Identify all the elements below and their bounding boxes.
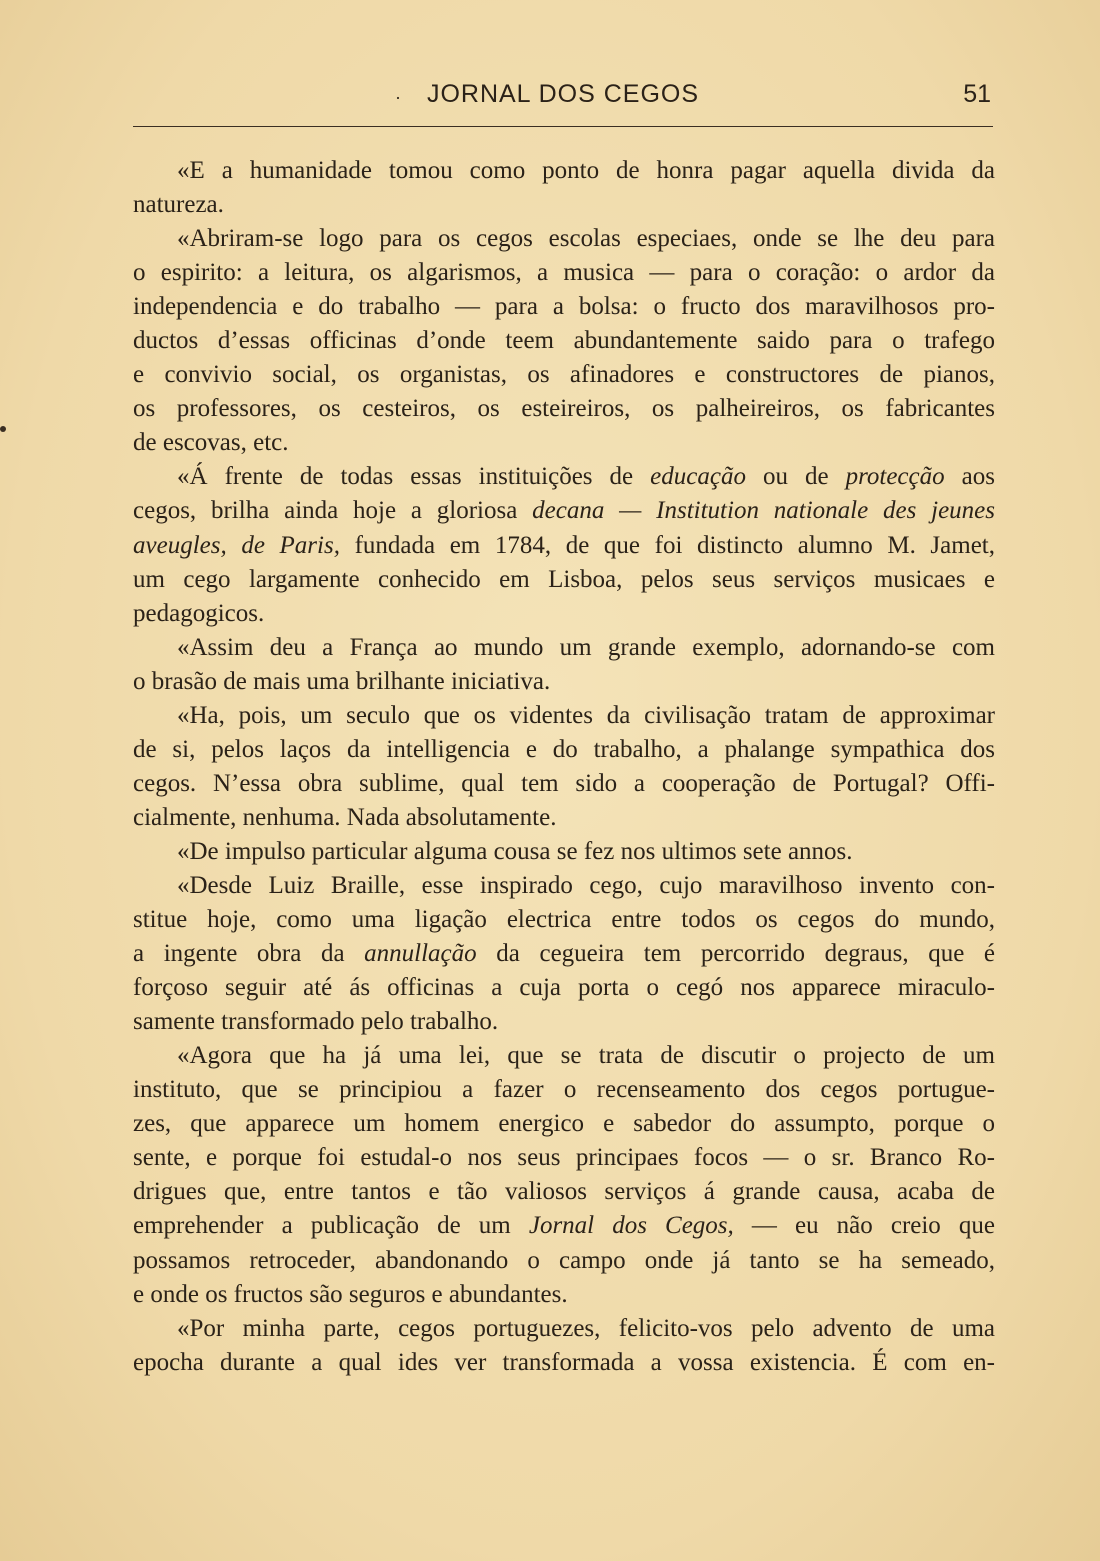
text-run: «Á frente de todas essas instituições de: [177, 463, 651, 491]
text-line: [133, 256, 995, 290]
text-line: [133, 188, 995, 222]
text-run: da cegueira tem percorrido degraus, que é: [476, 940, 995, 968]
text-run: cegos, brilha ainda hoje a gloriosa: [133, 497, 533, 525]
text-line: [133, 563, 995, 597]
text-line: [133, 631, 995, 665]
text-run: «De impulso particular alguma cousa se fez nos ultimos sete annos.: [177, 837, 853, 865]
text-run: fundada em 1784, de que foi distincto alumno M. Jamet,: [339, 531, 995, 559]
italic-text: decana — Institution nationale des jeunes: [532, 497, 995, 525]
text-line: [133, 903, 995, 937]
text-line: [133, 154, 995, 188]
text-line: [133, 494, 995, 528]
text-run: samente transformado pelo trabalho.: [133, 1008, 499, 1036]
italic-text: aveugles, de Paris,: [133, 531, 340, 559]
text-run: independencia e do trabalho — para a bolsa: o fructo dos maravilhosos pro-: [133, 293, 995, 321]
header-mark: ·: [395, 88, 401, 108]
text-line: [133, 699, 995, 733]
text-run: «Ha, pois, um seculo que os videntes da civilisação tratam de approximar: [177, 701, 995, 729]
text-run: o espirito: a leitura, os algarismos, a musica — para o coração: o ardor da: [133, 259, 995, 287]
italic-text: educação: [650, 463, 746, 491]
text-line: [133, 1073, 995, 1107]
text-line: [133, 529, 995, 563]
ink-spot: [0, 426, 6, 432]
header-rule: [133, 126, 993, 127]
text-line: [133, 1278, 995, 1312]
text-run: zes, que apparece um homem energico e sabedor do assumpto, porque o: [133, 1110, 995, 1138]
text-line: [133, 971, 995, 1005]
text-line: [133, 426, 995, 460]
text-run: «Por minha parte, cegos portuguezes, felicito-vos pelo advento de uma: [177, 1314, 995, 1342]
text-line: [133, 1175, 995, 1209]
text-line: [133, 222, 995, 256]
text-run: emprehender a publicação de um: [133, 1212, 529, 1240]
text-run: o brasão de mais uma brilhante iniciativa.: [133, 667, 551, 695]
italic-text: Jornal dos Cegos,: [528, 1212, 734, 1240]
text-run: «Abriram-se logo para os cegos escolas especiaes, onde se lhe deu para: [177, 225, 995, 253]
text-run: natureza.: [133, 191, 224, 219]
text-run: de escovas, etc.: [133, 429, 289, 457]
text-line: [133, 1005, 995, 1039]
text-line: [133, 1346, 995, 1380]
text-run: cialmente, nenhuma. Nada absolutamente.: [133, 803, 557, 831]
text-run: — eu não creio que: [733, 1212, 995, 1240]
text-run: e onde os fructos são seguros e abundantes.: [133, 1280, 568, 1308]
text-line: [133, 869, 995, 903]
text-run: e convivio social, os organistas, os afinadores e constructores de pianos,: [133, 361, 995, 389]
body-text: [133, 154, 995, 1380]
text-run: epocha durante a qual ides ver transformada a vossa existencia. É com en-: [133, 1348, 995, 1376]
text-run: «Desde Luiz Braille, esse inspirado cego, cujo maravilhoso invento con-: [177, 871, 995, 899]
text-line: [133, 1039, 995, 1073]
text-line: [133, 767, 995, 801]
text-line: [133, 835, 995, 869]
text-line: [133, 460, 995, 494]
text-line: [133, 290, 995, 324]
text-run: «Assim deu a França ao mundo um grande exemplo, adornando-se com: [177, 633, 995, 661]
text-run: forçoso seguir até ás officinas a cuja porta o cegó nos apparece miraculo-: [133, 974, 995, 1002]
text-run: cegos. N’essa obra sublime, qual tem sido a cooperação de Portugal? Offi-: [133, 769, 995, 797]
text-run: «Agora que ha já uma lei, que se trata de discutir o projecto de um: [177, 1042, 995, 1070]
italic-text: protecção: [845, 463, 945, 491]
text-line: [133, 1244, 995, 1278]
text-run: ou de: [745, 463, 846, 491]
text-line: [133, 392, 995, 426]
text-line: [133, 324, 995, 358]
text-run: de si, pelos laços da intelligencia e do trabalho, a phalange sympathica dos: [133, 735, 995, 763]
text-line: [133, 733, 995, 767]
text-run: pedagogicos.: [133, 599, 265, 627]
text-line: [133, 1141, 995, 1175]
running-header: [133, 78, 993, 118]
text-line: [133, 937, 995, 971]
text-line: [133, 597, 995, 631]
text-run: um cego largamente conhecido em Lisboa, pelos seus serviços musicaes e: [133, 565, 995, 593]
text-line: [133, 801, 995, 835]
text-run: a ingente obra da: [133, 940, 365, 968]
text-run: ductos d’essas officinas d’onde teem abundantemente saido para o trafego: [133, 327, 995, 355]
text-run: «E a humanidade tomou como ponto de honra pagar aquella divida da: [177, 157, 995, 184]
text-line: [133, 1209, 995, 1243]
text-run: stitue hoje, como uma ligação electrica entre todos os cegos do mundo,: [133, 906, 995, 934]
italic-text: annullação: [364, 940, 477, 968]
text-run: os professores, os cesteiros, os esteireiros, os palheireiros, os fabricantes: [133, 395, 995, 423]
text-run: possamos retroceder, abandonando o campo onde já tanto se ha semeado,: [133, 1246, 995, 1274]
text-line: [133, 665, 995, 699]
text-run: aos: [944, 463, 995, 491]
text-line: [133, 1107, 995, 1141]
page-number: 51: [963, 80, 991, 108]
text-line: [133, 1312, 995, 1346]
text-run: instituto, que se principiou a fazer o recenseamento dos cegos portugue-: [133, 1076, 995, 1104]
text-run: sente, e porque foi estudal-o nos seus principaes focos — o sr. Branco Ro-: [133, 1144, 995, 1172]
text-line: [133, 358, 995, 392]
text-run: drigues que, entre tantos e tão valiosos serviços á grande causa, acaba de: [133, 1178, 995, 1206]
header-title: JORNAL DOS CEGOS: [426, 80, 700, 108]
